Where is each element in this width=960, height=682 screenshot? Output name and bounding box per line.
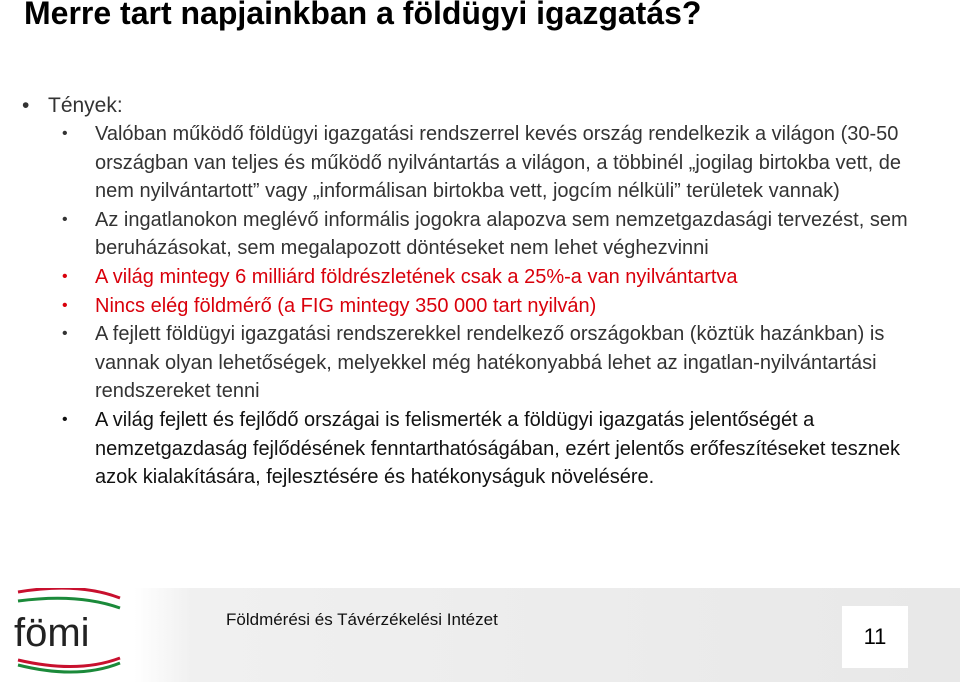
- bullet-item: [0, 120, 960, 206]
- heading-text: Tények:: [48, 94, 123, 117]
- bullet-text: Az ingatlanokon meglévő informális jogokra alapozva sem nemzetgazdasági tervezést, sem beruházásokat, sem megalapozott döntéseket nem lehet véghezvinni: [95, 208, 908, 260]
- bullet-text: Nincs elég földmérő (a FIG mintegy 350 000 tart nyilván): [95, 294, 597, 317]
- slide-footer: [0, 588, 960, 682]
- bullet-dot-icon: •: [22, 94, 30, 117]
- slide-title: Merre tart napjainkban a földügyi igazgatás?: [24, 0, 702, 31]
- institute-name: Földmérési és Távérzékelési Intézet: [226, 610, 498, 629]
- bullet-text: Valóban működő földügyi igazgatási rendszerrel kevés ország rendelkezik a világon (30-50 országban van teljes és működő nyilvántartás a világon, a többinél „jogilag birtokba vett, de nem nyilvántartott” vagy „informálisan birtokba vett, jogcím nélküli” területek vannak): [95, 123, 902, 203]
- bullet-dot-icon: •: [62, 267, 68, 285]
- bullet-list: [0, 120, 960, 492]
- bullet-text: A fejlett földügyi igazgatási rendszerekkel rendelkező országokban (köztük hazánkban) is vannak olyan lehetőségek, melyekkel még hatékonyabbá lehet az ingatlan-nyilvántartási rendszereket tenni: [95, 323, 885, 403]
- page-number: 11: [863, 624, 887, 649]
- bullet-item: [0, 292, 960, 321]
- bullet-dot-icon: •: [62, 410, 68, 428]
- logo-text: fömi: [14, 611, 90, 655]
- bullet-item: [0, 320, 960, 406]
- bullet-text: A világ mintegy 6 milliárd földrészletének csak a 25%-a van nyilvántartva: [95, 265, 738, 288]
- page-number-box: [842, 606, 908, 668]
- bullet-item: [0, 263, 960, 292]
- bullet-dot-icon: •: [62, 296, 68, 314]
- bullet-item: [0, 206, 960, 263]
- bullet-dot-icon: •: [62, 210, 68, 228]
- bullet-item: [0, 406, 960, 492]
- bullet-dot-icon: •: [62, 125, 68, 142]
- fomi-logo: [8, 588, 126, 680]
- bullet-text: A világ fejlett és fejlődő országai is felismerték a földügyi igazgatás jelentőségét a nemzetgazdaság fejlődésének fenntarthatóságában, ezért jelentős erőfeszítéseket tesznek azok kialakítására, fejlesztésére és hatékonyságuk növelésére.: [95, 408, 900, 489]
- bullet-dot-icon: •: [62, 325, 68, 343]
